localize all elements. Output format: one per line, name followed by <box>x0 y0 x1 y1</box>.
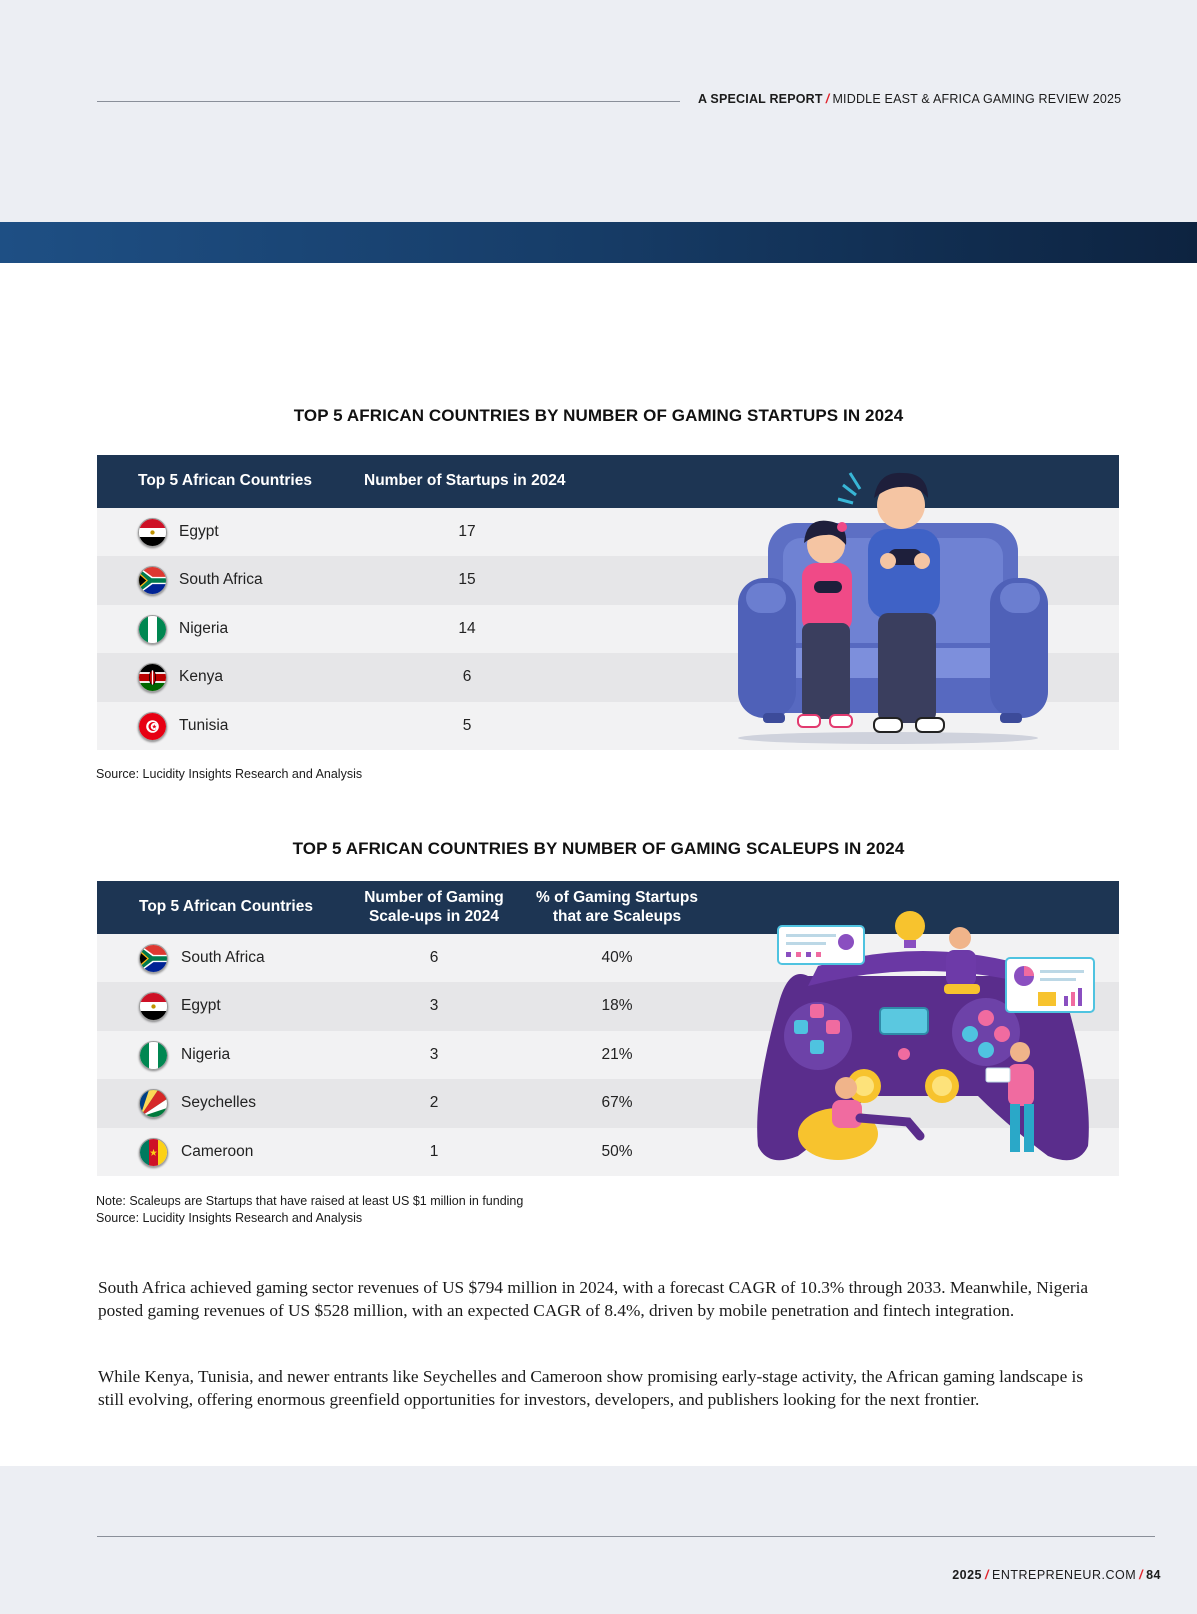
nigeria-flag-icon <box>138 615 167 644</box>
south-africa-flag-icon <box>139 944 168 973</box>
country-name: Egypt <box>179 523 219 540</box>
scaleup-count: 2 <box>429 1094 439 1112</box>
scaleup-percent: 21% <box>601 1045 633 1063</box>
scaleup-percent: 18% <box>601 997 633 1015</box>
scaleup-percent: 67% <box>601 1094 633 1112</box>
column-header-scaleups: Number of Gaming Scale-ups in 2024 <box>364 888 504 925</box>
header-rule <box>97 101 680 102</box>
country-name: Nigeria <box>179 619 229 637</box>
country-name: Cameroon <box>181 1142 254 1160</box>
body-paragraph-1: South Africa achieved gaming sector revenues of US $794 million in 2024, with a forecast CAGR of 10.3% through 2033. Meanwhile, Nigeria posted gaming revenues of US $528 million, with an expected CAGR of 8.4%, driven by mobile penetration and fintech integration. <box>98 1278 1089 1320</box>
country-name: Tunisia <box>179 716 229 734</box>
table1-title: TOP 5 AFRICAN COUNTRIES BY NUMBER OF GAMING STARTUPS IN 2024 <box>293 406 904 425</box>
startup-count: 14 <box>458 619 476 637</box>
footer-site: ENTREPRENEUR.COM <box>991 1568 1137 1582</box>
footer-band <box>0 1466 1197 1614</box>
page-number: 84 <box>1146 1568 1161 1582</box>
south-africa-flag-icon <box>138 566 167 595</box>
report-label: A SPECIAL REPORT <box>698 92 823 106</box>
table2-source: Source: Lucidity Insights Research and Analysis <box>96 1211 363 1225</box>
column-header-country: Top 5 African Countries <box>138 472 312 490</box>
kenya-flag-icon <box>138 663 167 692</box>
egypt-flag-icon <box>138 518 167 547</box>
column-header-startups: Number of Startups in 2024 <box>364 472 566 490</box>
scaleup-percent: 50% <box>601 1142 633 1160</box>
table2-title: TOP 5 AFRICAN COUNTRIES BY NUMBER OF GAMING SCALEUPS IN 2024 <box>292 839 905 858</box>
scaleup-percent: 40% <box>601 949 633 966</box>
footer-rule <box>97 1536 1155 1537</box>
column-header-percent: % of Gaming Startups that are Scaleups <box>536 888 698 925</box>
body-paragraph-2: While Kenya, Tunisia, and newer entrants like Seychelles and Cameroon show promising early-stage activity, the African gaming landscape is still evolving, offering enormous greenfield opportunities for investors, developers, and publishers looking for the next frontier. <box>98 1367 1084 1409</box>
country-name: Seychelles <box>181 1094 256 1112</box>
report-title: MIDDLE EAST & AFRICA GAMING REVIEW 2025 <box>832 92 1122 106</box>
startup-count: 5 <box>462 716 472 734</box>
table2-note: Note: Scaleups are Startups that have raised at least US $1 million in funding <box>96 1194 524 1208</box>
country-name: Kenya <box>179 668 223 686</box>
scaleup-count: 3 <box>429 1045 439 1063</box>
country-name: Nigeria <box>181 1045 231 1063</box>
startup-count: 17 <box>458 523 476 540</box>
table1-source: Source: Lucidity Insights Research and Analysis <box>96 767 363 781</box>
footer-year: 2025 <box>952 1568 982 1582</box>
cameroon-flag-icon <box>139 1138 168 1167</box>
tunisia-flag-icon <box>138 712 167 741</box>
startup-count: 15 <box>458 571 476 589</box>
nigeria-flag-icon <box>139 1041 168 1070</box>
scaleup-count: 1 <box>429 1142 439 1160</box>
game-controller-illustration <box>748 896 1098 1168</box>
startup-count: 6 <box>462 668 472 686</box>
country-name: South Africa <box>179 571 263 589</box>
page-footer: 2025 / ENTREPRENEUR.COM / 84 <box>952 1568 1161 1582</box>
country-name: South Africa <box>181 949 265 966</box>
seychelles-flag-icon <box>139 1089 168 1118</box>
running-header: A SPECIAL REPORT / MIDDLE EAST & AFRICA GAMING REVIEW 2025 <box>698 92 1122 106</box>
scaleup-count: 3 <box>429 997 439 1015</box>
egypt-flag-icon <box>139 992 168 1021</box>
decorative-banner <box>0 222 1197 263</box>
gamers-on-couch-illustration <box>738 463 1050 745</box>
scaleup-count: 6 <box>429 949 439 966</box>
column-header-country: Top 5 African Countries <box>139 898 313 916</box>
header-band <box>0 0 1197 222</box>
country-name: Egypt <box>181 997 221 1015</box>
